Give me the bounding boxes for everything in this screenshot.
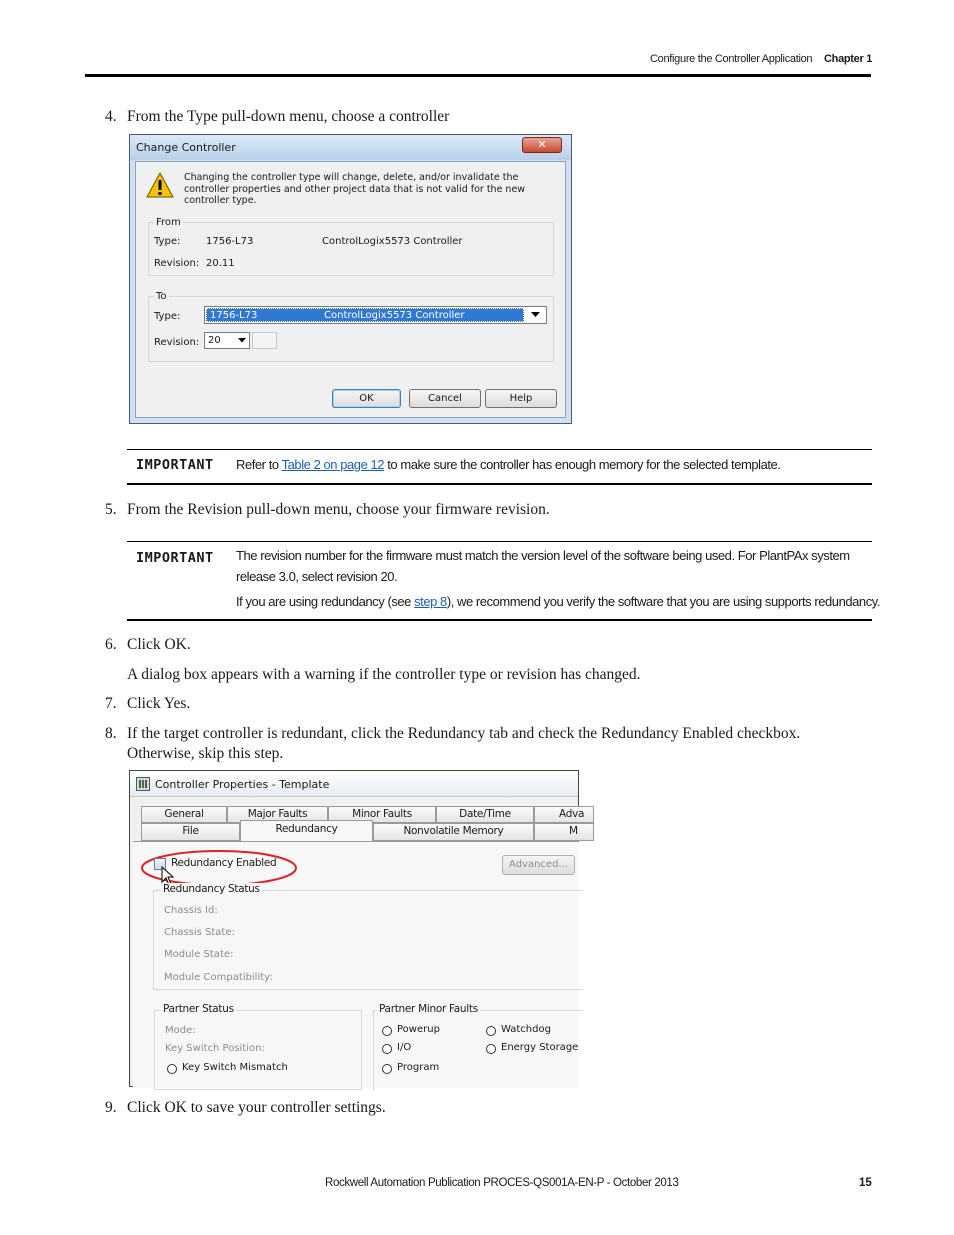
chassis-id-label: Chassis Id: xyxy=(164,905,218,916)
redundancy-status-legend: Redundancy Status xyxy=(163,883,260,895)
important-line-2: release 3.0, select revision 20. xyxy=(236,569,398,584)
important-rule-bottom xyxy=(127,619,872,621)
warning-line: controller properties and other project data that is not valid for the new xyxy=(184,183,526,195)
partner-status-legend: Partner Status xyxy=(163,1003,234,1015)
controller-app-icon xyxy=(136,777,150,791)
powerup-indicator xyxy=(382,1026,392,1036)
page-number: 15 xyxy=(859,1177,872,1189)
redundancy-tab-page xyxy=(133,841,579,1088)
step-text-continued: Otherwise, skip this step. xyxy=(127,745,284,762)
warning-line: Changing the controller type will change, delete, and/or invalidate the xyxy=(184,172,519,183)
revision-minor-field[interactable] xyxy=(252,332,277,349)
important-text-pre: Refer to xyxy=(236,457,282,472)
redundancy-enabled-label: Redundancy Enabled xyxy=(171,857,277,869)
chevron-down-icon[interactable] xyxy=(238,338,246,343)
step-4 xyxy=(105,108,805,128)
dialog-title: Change Controller xyxy=(136,141,236,154)
energy-storage-label: Energy Storage xyxy=(501,1042,579,1053)
step-text: Click OK to save your controller settings. xyxy=(127,1099,386,1116)
type-dropdown[interactable] xyxy=(204,306,547,324)
ok-button[interactable]: OK xyxy=(332,389,401,408)
key-switch-position-label: Key Switch Position: xyxy=(165,1043,265,1054)
from-type-label: Type: xyxy=(154,236,181,247)
warning-message xyxy=(184,172,525,207)
step-text: If the target controller is redundant, click the Redundancy tab and check the Redundancy Enabled checkbox. xyxy=(127,725,801,742)
mode-label: Mode: xyxy=(165,1025,196,1036)
step-7 xyxy=(105,695,805,715)
step-6 xyxy=(105,636,805,656)
step-number: 5. xyxy=(105,501,117,518)
key-switch-mismatch-label: Key Switch Mismatch xyxy=(182,1062,288,1073)
step-text: From the Type pull-down menu, choose a controller xyxy=(127,108,450,125)
important-label: IMPORTANT xyxy=(136,457,214,473)
watchdog-indicator xyxy=(486,1026,496,1036)
to-revision-value: 20 xyxy=(208,335,221,346)
chassis-state-label: Chassis State: xyxy=(164,927,235,938)
from-type-desc: ControlLogix5573 Controller xyxy=(322,236,463,247)
publication-footer: Rockwell Automation Publication PROCES-QS001A-EN-P - October 2013 xyxy=(325,1177,679,1189)
running-header-chapter: Chapter 1 xyxy=(824,53,873,65)
step-number: 7. xyxy=(105,695,117,712)
to-revision-label: Revision: xyxy=(154,337,200,348)
important-rule-bottom xyxy=(127,483,872,485)
step-9 xyxy=(105,1099,805,1119)
step-number: 9. xyxy=(105,1099,117,1116)
warning-line: controller type. xyxy=(184,195,257,206)
change-controller-dialog xyxy=(129,134,572,424)
important-text-post: ), we recommend you verify the software that you are using supports redundancy. xyxy=(446,594,880,609)
to-type-value: 1756-L73 xyxy=(210,310,258,321)
important-text-pre: If you are using redundancy (see xyxy=(236,594,415,609)
important-rule-top xyxy=(127,449,872,450)
controller-properties-dialog xyxy=(129,770,585,1087)
header-rule xyxy=(85,74,871,77)
io-indicator xyxy=(382,1044,392,1054)
program-indicator xyxy=(382,1064,392,1074)
close-icon[interactable]: ✕ xyxy=(522,137,562,153)
important-text-post: to make sure the controller has enough memory for the selected template. xyxy=(384,457,781,472)
step-8 xyxy=(105,725,865,767)
to-type-desc: ControlLogix5573 Controller xyxy=(324,310,465,321)
step-number: 8. xyxy=(105,725,117,742)
module-state-label: Module State: xyxy=(164,949,234,960)
step-text: Click Yes. xyxy=(127,695,191,712)
program-label: Program xyxy=(397,1062,440,1073)
step-5 xyxy=(105,501,805,521)
energy-storage-indicator xyxy=(486,1044,496,1054)
dialog-title: Controller Properties - Template xyxy=(155,778,330,791)
important-text xyxy=(236,457,780,472)
cancel-button[interactable]: Cancel xyxy=(409,389,481,408)
dialog-body xyxy=(135,161,566,418)
advanced-button[interactable]: Advanced... xyxy=(502,855,575,875)
tab-more[interactable]: M xyxy=(534,823,594,841)
step-text: From the Revision pull-down menu, choose your firmware revision. xyxy=(127,501,550,518)
step-6-note: A dialog box appears with a warning if the controller type or revision has changed. xyxy=(127,666,641,683)
from-revision-value: 20.11 xyxy=(206,258,235,269)
watchdog-label: Watchdog xyxy=(501,1024,551,1035)
step-8-link[interactable]: step 8 xyxy=(414,594,447,609)
table-2-link[interactable]: Table 2 on page 12 xyxy=(281,457,385,472)
tab-file[interactable]: File xyxy=(141,823,240,841)
to-legend: To xyxy=(156,291,167,302)
important-line-1: The revision number for the firmware must match the version level of the software being used. For PlantPAx system xyxy=(236,548,850,563)
tab-date-time[interactable]: Date/Time xyxy=(436,806,534,823)
to-type-label: Type: xyxy=(154,311,181,322)
dialog-title-bar xyxy=(130,135,571,160)
tab-general[interactable]: General xyxy=(141,806,227,823)
important-line-3 xyxy=(236,594,880,609)
running-header-section: Configure the Controller Application xyxy=(650,53,813,65)
tab-nonvolatile-memory[interactable]: Nonvolatile Memory xyxy=(373,823,534,841)
tab-redundancy[interactable]: Redundancy xyxy=(240,820,373,842)
tab-major-faults[interactable]: Major Faults xyxy=(227,806,328,823)
from-legend: From xyxy=(156,217,181,228)
chevron-down-icon[interactable] xyxy=(531,312,540,318)
partner-minor-faults-legend: Partner Minor Faults xyxy=(379,1003,478,1015)
key-switch-mismatch-indicator xyxy=(167,1064,177,1074)
tab-advanced[interactable]: Adva xyxy=(534,806,594,823)
powerup-label: Powerup xyxy=(397,1024,440,1035)
important-rule-top xyxy=(127,541,872,542)
from-revision-label: Revision: xyxy=(154,258,200,269)
from-type-value: 1756-L73 xyxy=(206,236,254,247)
io-label: I/O xyxy=(397,1042,412,1053)
step-number: 4. xyxy=(105,108,117,125)
warning-icon xyxy=(146,172,174,198)
important-label: IMPORTANT xyxy=(136,550,214,566)
module-compatibility-label: Module Compatibility: xyxy=(164,972,273,983)
type-selection xyxy=(206,308,524,322)
step-text: Click OK. xyxy=(127,636,191,653)
revision-dropdown[interactable] xyxy=(204,332,250,349)
tab-minor-faults[interactable]: Minor Faults xyxy=(328,806,436,823)
help-button[interactable]: Help xyxy=(485,389,557,408)
step-number: 6. xyxy=(105,636,117,653)
dialog-title-bar xyxy=(130,771,578,797)
